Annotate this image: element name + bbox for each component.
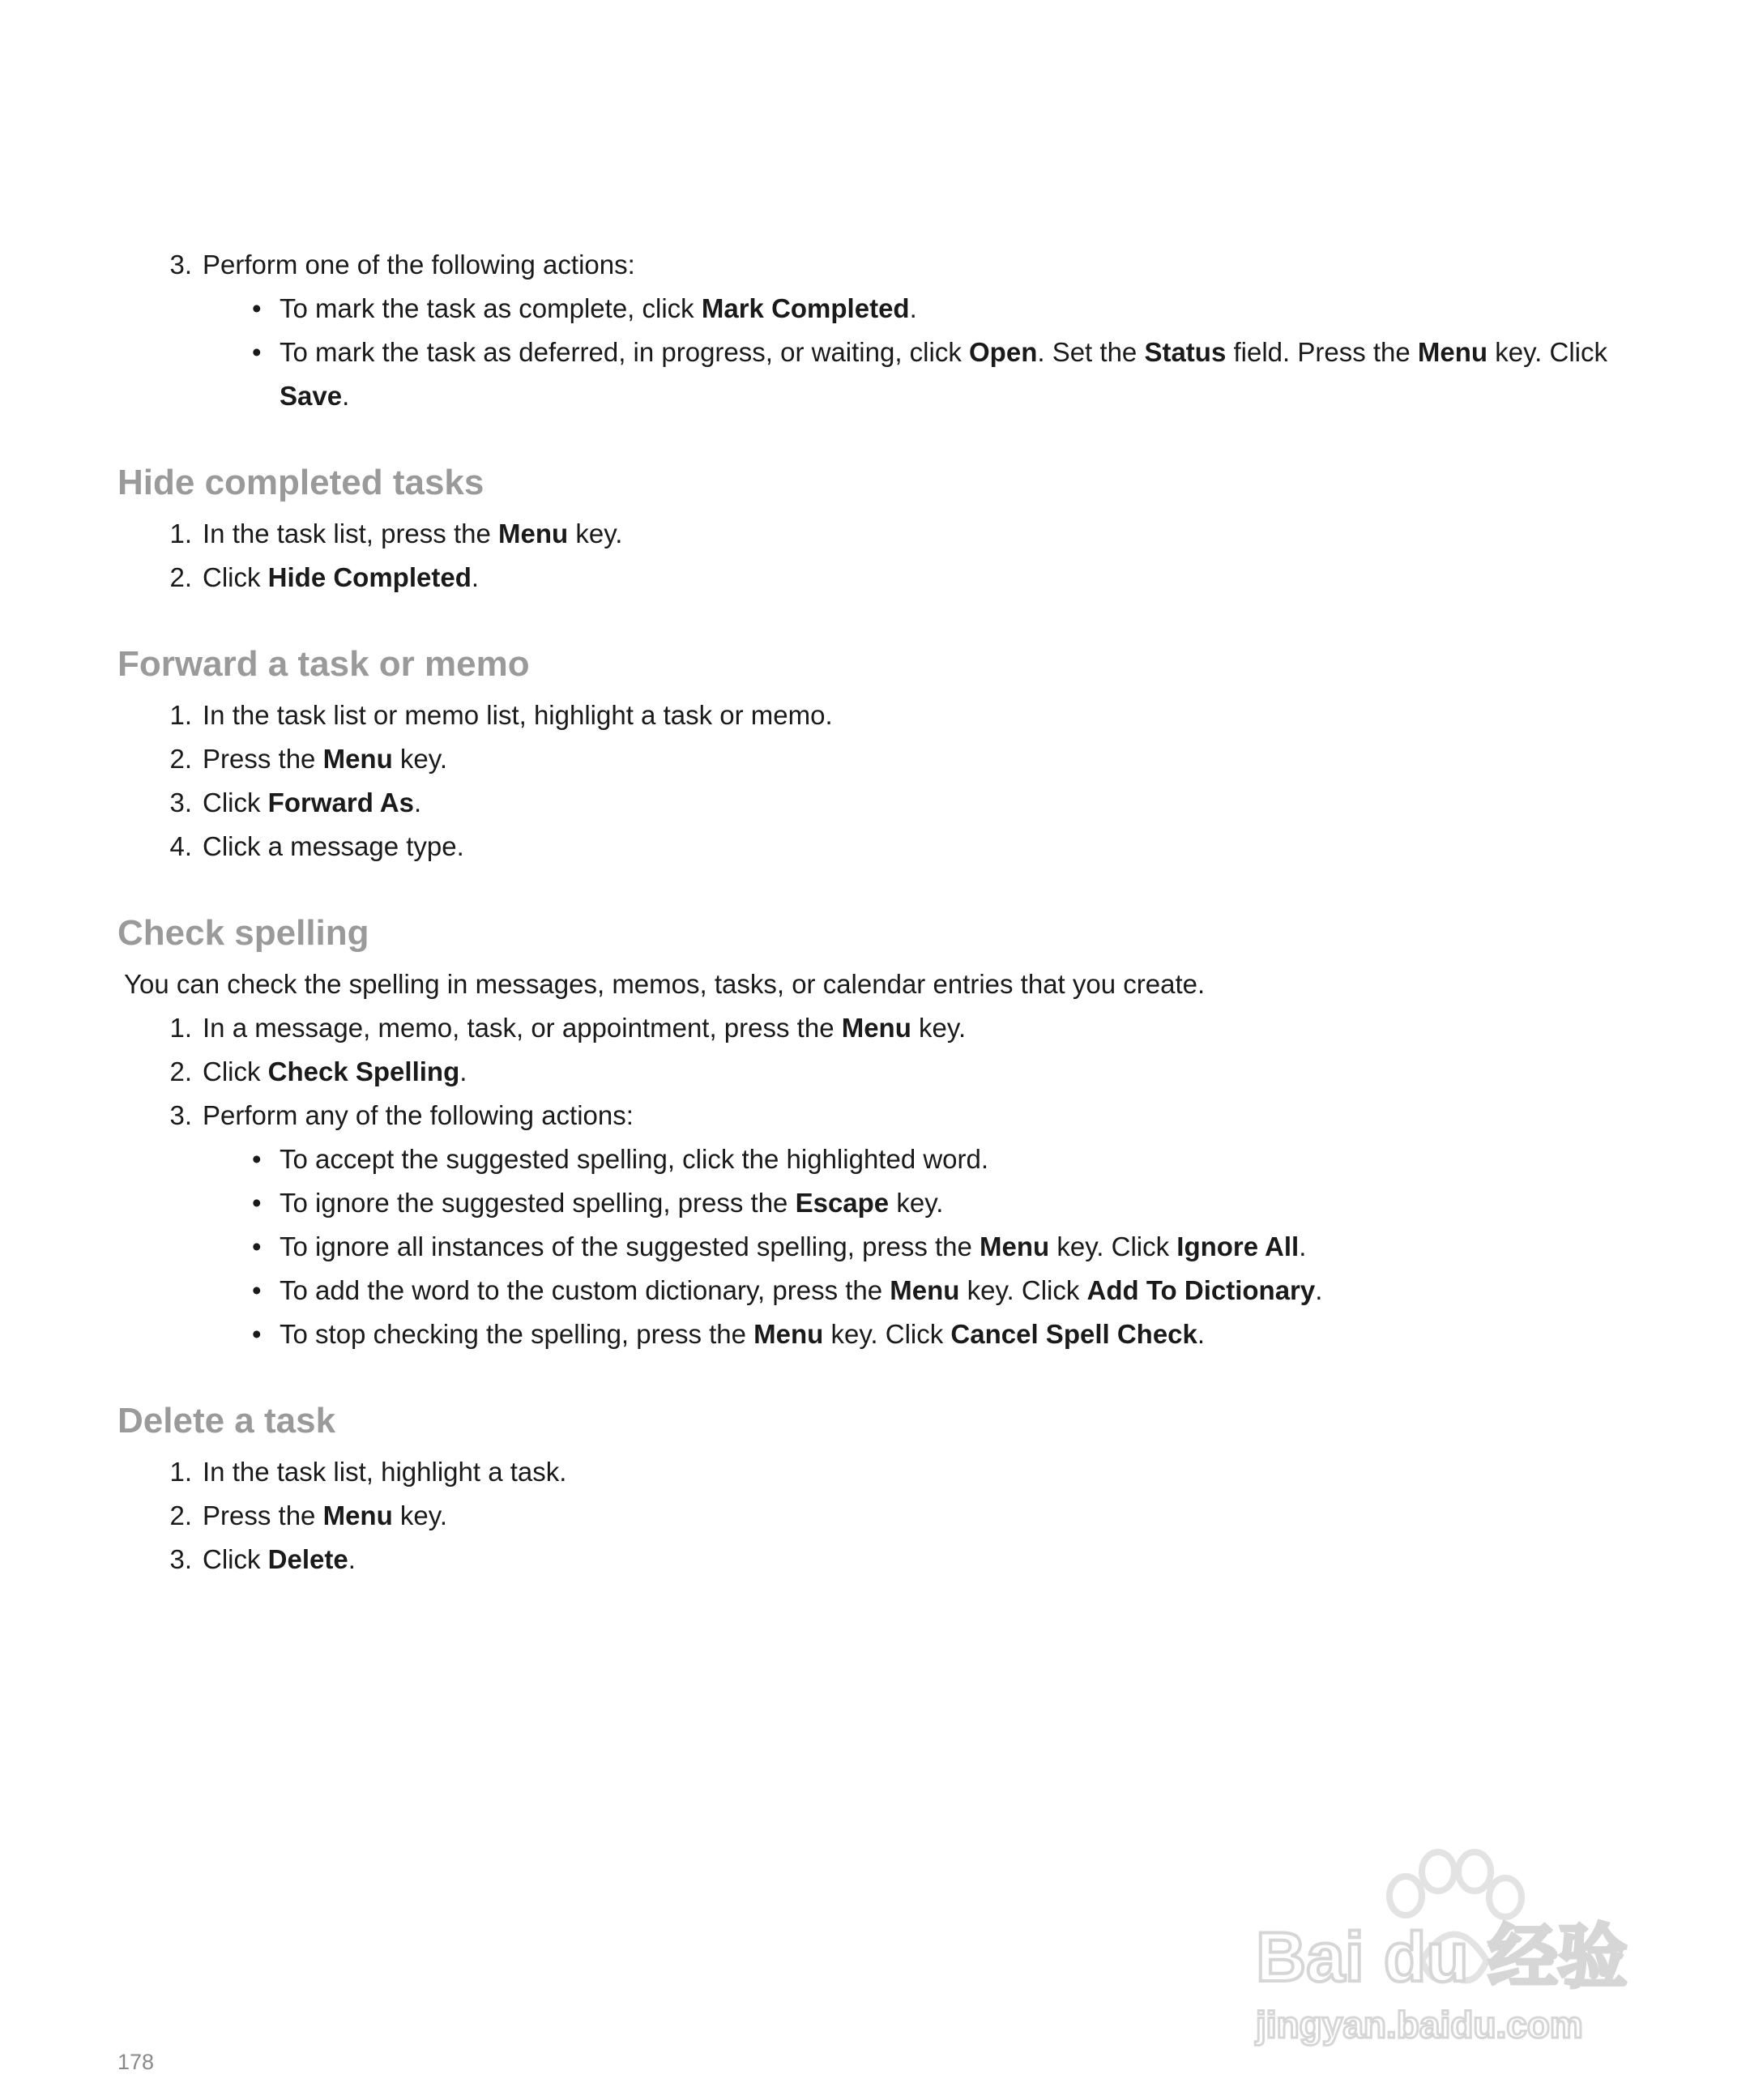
bullet-text [280,1231,1306,1261]
step-text [203,1056,467,1086]
step-number: 2. [169,1500,192,1530]
step [117,556,1657,600]
section-heading: Hide completed tasks [117,463,484,502]
step [117,1050,1657,1094]
bullet-text [280,1275,1322,1305]
step [117,694,1657,737]
step [117,825,1657,869]
watermark-url: jingyan.baidu.com [1256,2004,1583,2046]
bullet-text [280,1319,1205,1349]
bullet-list [117,287,1657,418]
ui-term: Forward As [267,788,414,817]
text-run: . [909,293,917,323]
text-run: To stop checking the spelling, press the [280,1319,754,1349]
text-run: Perform any of the following actions: [203,1100,634,1130]
text-run: . [342,381,350,411]
page-number: 178 [117,2050,155,2074]
ui-term: Hide Completed [267,562,472,592]
section-heading: Forward a task or memo [117,644,530,684]
ui-term: Menu [890,1275,960,1305]
ui-term: Menu [498,519,569,548]
ui-term: Open [969,337,1038,367]
text-run: In the task list, press the [203,519,498,548]
text-run: Click [203,1056,268,1086]
text-run: To mark the task as complete, click [280,293,702,323]
step-text [203,562,479,592]
step-text [203,1013,966,1043]
step-text [203,1457,566,1487]
step [117,243,1657,287]
step-text [203,700,833,730]
bullet-dot: • [252,293,262,323]
bullet-item [117,1312,1657,1356]
text-run: To ignore all instances of the suggested spelling, press the [280,1231,980,1261]
text-run: key. [911,1013,967,1043]
bullet-item [117,1225,1657,1269]
bullet-item [117,287,1657,331]
text-run: . [1315,1275,1323,1305]
step-number: 3. [169,1544,192,1574]
ui-term: Mark Completed [701,293,910,323]
section-spacer [117,869,1657,909]
text-run: . Set the [1037,337,1145,367]
text-run: To accept the suggested spelling, click the highlighted word. [280,1144,989,1174]
step-text [203,744,447,774]
watermark-brand: Bai du 经验 [1256,1919,1628,1996]
ui-term: Save [280,381,343,411]
step-number: 1. [169,519,192,548]
text-run: key. [392,1500,447,1530]
section-spacer [117,1356,1657,1397]
document-body [117,243,1657,1581]
text-run: Click [203,1544,268,1574]
text-run: Click [203,788,268,817]
text-run: In the task list, highlight a task. [203,1457,567,1487]
text-run: . [413,788,422,817]
ui-term: Menu [753,1319,824,1349]
ui-term: Escape [795,1188,890,1218]
text-run: To ignore the suggested spelling, press the [280,1188,796,1218]
bullet-dot: • [252,1319,262,1349]
step-text [203,831,464,861]
step-number: 4. [169,831,192,861]
ui-term: Menu [322,1500,393,1530]
text-run: To add the word to the custom dictionary, press the [280,1275,890,1305]
text-run: Click a message type. [203,831,464,861]
text-run: . [471,562,480,592]
text-run: Press the [203,1500,323,1530]
bullet-list [117,1138,1657,1356]
step-number: 3. [169,788,192,817]
step [117,512,1657,556]
step [117,1538,1657,1581]
bullet-text [280,1188,943,1218]
step-number: 2. [169,1056,192,1086]
step [117,1450,1657,1494]
text-run: key. [568,519,623,548]
bullet-dot: • [252,1275,262,1305]
section-heading: Check spelling [117,913,369,953]
step-number: 3. [169,1100,192,1130]
step-number: 1. [169,1013,192,1043]
ui-term: Status [1144,337,1227,367]
text-run: key. Click [1488,337,1607,367]
step [117,781,1657,825]
step-number: 2. [169,562,192,592]
bullet-item [117,331,1657,418]
text-run: To mark the task as deferred, in progress, or waiting, click [280,337,970,367]
bullet-dot: • [252,1231,262,1261]
baidu-jingyan-watermark [1240,1839,1661,2050]
bullet-text [280,1144,988,1174]
step-text [203,1100,634,1130]
ui-term: Ignore All [1176,1231,1300,1261]
ui-term: Cancel Spell Check [950,1319,1197,1349]
step-number: 1. [169,700,192,730]
step-number: 1. [169,1457,192,1487]
bullet-dot: • [252,337,262,367]
step [117,737,1657,781]
section-spacer [117,600,1657,640]
text-run: Press the [203,744,323,774]
text-run: key. Click [823,1319,951,1349]
text-run: . [1299,1231,1307,1261]
step-number: 3. [169,250,192,280]
ui-term: Menu [322,744,393,774]
bullet-item [117,1181,1657,1225]
section-spacer [117,418,1657,459]
text-run: In the task list or memo list, highlight a task or memo. [203,700,833,730]
text-run: In a message, memo, task, or appointment, press the [203,1013,842,1043]
text-run: Click [203,562,268,592]
ui-term: Menu [841,1013,911,1043]
step [117,1006,1657,1050]
step [117,1494,1657,1538]
section-intro: You can check the spelling in messages, memos, tasks, or calendar entries that you create. [124,969,1206,999]
step-text [203,788,421,817]
text-run: . [459,1056,467,1086]
ui-term: Menu [980,1231,1050,1261]
bullet-dot: • [252,1144,262,1174]
bullet-item [117,1269,1657,1312]
bullet-dot: • [252,1188,262,1218]
text-run: field. Press the [1226,337,1418,367]
text-run: . [348,1544,356,1574]
ui-term: Delete [267,1544,348,1574]
text-run: key. Click [959,1275,1087,1305]
step-number: 2. [169,744,192,774]
step-text [203,519,622,548]
step-text [203,250,635,280]
step [117,1094,1657,1138]
text-run: key. Click [1049,1231,1177,1261]
ui-term: Add To Dictionary [1086,1275,1316,1305]
text-run: . [1197,1319,1206,1349]
text-run: key. [392,744,447,774]
section-heading: Delete a task [117,1401,336,1441]
ui-term: Check Spelling [267,1056,460,1086]
step-text [203,1544,356,1574]
text-run: key. [889,1188,944,1218]
bullet-item [117,1138,1657,1181]
ui-term: Menu [1417,337,1488,367]
bullet-text [280,337,1607,411]
bullet-text [280,293,917,323]
text-run: Perform one of the following actions: [203,250,635,280]
step-text [203,1500,447,1530]
